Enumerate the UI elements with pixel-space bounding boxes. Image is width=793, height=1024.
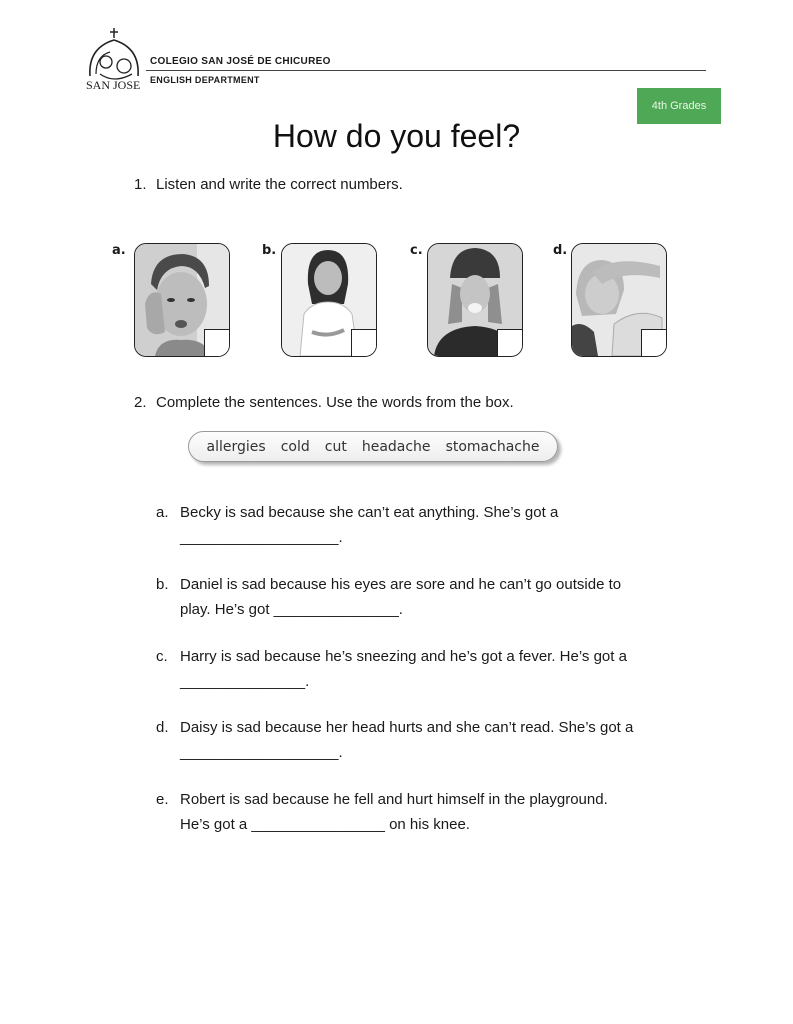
picture-d-label: d. [553, 243, 568, 258]
sentence-c-line1: Harry is sad because he’s sneezing and he’s got a fever. He’s got a [180, 648, 627, 665]
word-cold: cold [280, 438, 310, 455]
word-allergies: allergies [206, 438, 266, 455]
sentence-a-letter: a. [156, 504, 169, 521]
sentence-e-letter: e. [156, 791, 169, 808]
sentence-b-letter: b. [156, 576, 169, 593]
picture-a-answer-box[interactable] [204, 329, 230, 357]
picture-b-answer-box[interactable] [351, 329, 377, 357]
sentence-c [156, 644, 676, 694]
page-title: How do you feel? [272, 118, 521, 154]
exercise-1-text: Listen and write the correct numbers. [156, 176, 403, 193]
sentence-a-line1: Becky is sad because she can’t eat anything. She’s got a [180, 504, 559, 521]
sentence-e-line2[interactable]: He’s got a ________________ on his knee. [180, 816, 470, 833]
picture-a-boy-toothache [134, 243, 230, 357]
word-cut: cut [324, 438, 347, 455]
logo-text: SAN JOSE [86, 78, 141, 92]
header-divider [146, 70, 706, 71]
department-name: ENGLISH DEPARTMENT [150, 75, 260, 85]
picture-c-label: c. [410, 243, 423, 258]
sentence-b-line1: Daniel is sad because his eyes are sore and he can’t go outside to [180, 576, 622, 593]
word-headache: headache [361, 438, 431, 455]
sentence-d-blank[interactable]: ___________________. [180, 744, 343, 761]
sentence-b [156, 572, 676, 622]
school-name: COLEGIO SAN JOSÉ DE CHICUREO [150, 56, 331, 67]
picture-a-label: a. [112, 243, 126, 258]
picture-c-girl-cold [427, 243, 523, 357]
exercise-1-instruction [134, 176, 403, 193]
grade-badge: 4th Grades [637, 88, 721, 124]
sentence-b-line2[interactable]: play. He’s got _______________. [180, 601, 403, 618]
sentence-c-letter: c. [156, 648, 168, 665]
exercise-2-number: 2. [134, 394, 147, 411]
exercise-2-text: Complete the sentences. Use the words from the box. [156, 394, 514, 411]
picture-d-answer-box[interactable] [641, 329, 667, 357]
sentence-d-line1: Daisy is sad because her head hurts and she can’t read. She’s got a [180, 719, 634, 736]
sentence-e [156, 787, 676, 837]
sentence-c-blank[interactable]: _______________. [180, 673, 310, 690]
sentence-e-line1: Robert is sad because he fell and hurt himself in the playground. [180, 791, 608, 808]
word-stomachache: stomachache [445, 438, 540, 455]
exercise-2-instruction [134, 394, 514, 411]
picture-c-answer-box[interactable] [497, 329, 523, 357]
picture-b-girl-stomachache [281, 243, 377, 357]
sentence-a-blank[interactable]: ___________________. [180, 529, 343, 546]
sentence-d [156, 715, 676, 765]
picture-b-label: b. [262, 243, 277, 258]
sentence-a [156, 500, 676, 550]
picture-d-girl-headache [571, 243, 667, 357]
sentence-d-letter: d. [156, 719, 169, 736]
word-bank [188, 431, 558, 462]
exercise-1-number: 1. [134, 176, 147, 193]
school-logo [84, 26, 148, 100]
